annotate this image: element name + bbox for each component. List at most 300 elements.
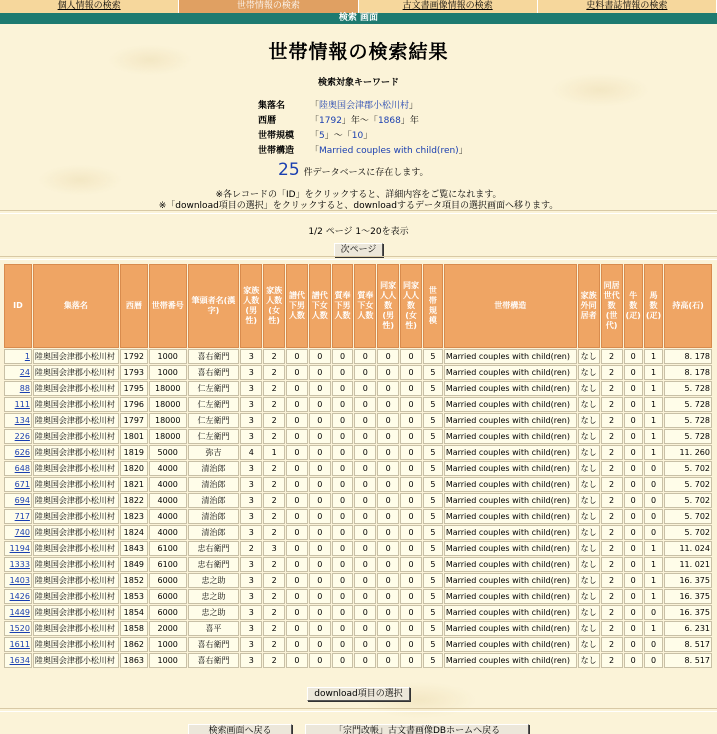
- search-screen-bar: 検索 画面: [0, 13, 717, 24]
- table-cell: 2: [263, 461, 285, 476]
- table-cell: 仁左衛門: [188, 397, 240, 412]
- nav-tab-2[interactable]: 古文書画像情報の検索: [359, 0, 538, 13]
- table-cell: Married couples with child(ren): [444, 509, 577, 524]
- table-cell: 1820: [120, 461, 148, 476]
- table-cell: 2: [263, 397, 285, 412]
- cell-id: [4, 413, 32, 428]
- table-cell: 0: [332, 605, 354, 620]
- table-cell: 5000: [149, 445, 187, 460]
- cell-id: [4, 477, 32, 492]
- table-cell: 5: [423, 413, 443, 428]
- table-cell: 0: [354, 621, 376, 636]
- column-header: 世帯構造: [444, 264, 577, 348]
- table-cell: 忠右衛門: [188, 557, 240, 572]
- column-header: 集落名: [33, 264, 119, 348]
- nav-tab-1[interactable]: 世帯情報の検索: [179, 0, 358, 13]
- table-cell: Married couples with child(ren): [444, 445, 577, 460]
- table-cell: 0: [332, 493, 354, 508]
- table-cell: 0: [286, 477, 308, 492]
- table-cell: 喜右衛門: [188, 365, 240, 380]
- table-cell: 0: [644, 493, 663, 508]
- table-cell: 陸奥国会津郡小松川村: [33, 557, 119, 572]
- table-cell: 5: [423, 605, 443, 620]
- keyword-value2: 1868: [377, 116, 401, 126]
- table-cell: 2: [601, 381, 623, 396]
- back-to-search-button[interactable]: 検索画面へ戻る: [188, 724, 292, 734]
- table-cell: 陸奥国会津郡小松川村: [33, 525, 119, 540]
- table-cell: 0: [286, 397, 308, 412]
- table-cell: 5: [423, 653, 443, 668]
- table-cell: 2: [601, 461, 623, 476]
- table-cell: 0: [286, 653, 308, 668]
- table-row: [4, 413, 712, 428]
- table-cell: 0: [377, 589, 399, 604]
- record-id-link[interactable]: 626: [14, 448, 30, 457]
- record-id-link[interactable]: 134: [14, 416, 30, 425]
- table-cell: 0: [624, 509, 643, 524]
- table-cell: 1852: [120, 573, 148, 588]
- table-cell: 0: [332, 365, 354, 380]
- keyword-open: 「: [310, 101, 320, 111]
- result-count: [278, 160, 717, 182]
- keyword-row: [258, 114, 717, 129]
- table-cell: 5: [423, 397, 443, 412]
- table-cell: 1: [644, 381, 663, 396]
- cell-id: [4, 621, 32, 636]
- table-cell: 0: [332, 573, 354, 588]
- table-cell: Married couples with child(ren): [444, 365, 577, 380]
- table-cell: 3: [240, 653, 262, 668]
- table-cell: 0: [286, 445, 308, 460]
- table-cell: Married couples with child(ren): [444, 493, 577, 508]
- keyword-row: [258, 99, 717, 114]
- cell-id: [4, 365, 32, 380]
- table-cell: 0: [400, 349, 422, 364]
- table-cell: 2: [263, 589, 285, 604]
- table-cell: Married couples with child(ren): [444, 589, 577, 604]
- table-cell: 0: [624, 653, 643, 668]
- table-cell: 清治郎: [188, 509, 240, 524]
- table-cell: 仁左衛門: [188, 413, 240, 428]
- table-cell: 0: [309, 637, 331, 652]
- table-cell: 0: [332, 477, 354, 492]
- record-id-link[interactable]: 1: [24, 352, 30, 361]
- table-cell: 5: [423, 509, 443, 524]
- table-cell: 0: [624, 461, 643, 476]
- table-cell: 0: [377, 653, 399, 668]
- record-id-link[interactable]: 694: [14, 496, 30, 505]
- table-cell: 0: [332, 349, 354, 364]
- table-cell: 清治郎: [188, 493, 240, 508]
- table-cell: 0: [377, 429, 399, 444]
- table-cell: なし: [578, 605, 600, 620]
- table-cell: 0: [354, 461, 376, 476]
- table-cell: 16. 375: [664, 589, 712, 604]
- table-cell: 5: [423, 461, 443, 476]
- column-header: 持高(石): [664, 264, 712, 348]
- table-cell: 0: [354, 637, 376, 652]
- table-cell: 2: [263, 429, 285, 444]
- table-cell: なし: [578, 493, 600, 508]
- table-cell: 8. 178: [664, 365, 712, 380]
- table-cell: 0: [332, 621, 354, 636]
- table-cell: 3: [240, 429, 262, 444]
- table-cell: 0: [377, 573, 399, 588]
- table-cell: 5. 702: [664, 525, 712, 540]
- cell-id: [4, 541, 32, 556]
- table-cell: 0: [624, 413, 643, 428]
- table-row: [4, 541, 712, 556]
- table-cell: 1: [644, 621, 663, 636]
- table-cell: 8. 517: [664, 637, 712, 652]
- table-cell: 18000: [149, 413, 187, 428]
- record-id-link[interactable]: 88: [19, 384, 30, 393]
- keyword-title: 検索対象キーワード: [317, 78, 399, 88]
- table-cell: Married couples with child(ren): [444, 653, 577, 668]
- table-cell: Married couples with child(ren): [444, 557, 577, 572]
- record-id-link[interactable]: 648: [14, 464, 30, 473]
- table-cell: 2: [601, 397, 623, 412]
- keyword-value2: 10: [351, 131, 364, 141]
- table-cell: 0: [354, 605, 376, 620]
- table-cell: 0: [377, 621, 399, 636]
- table-row: [4, 429, 712, 444]
- table-cell: Married couples with child(ren): [444, 525, 577, 540]
- notes: [0, 190, 717, 212]
- keyword-label: 世帯構造: [258, 146, 295, 156]
- table-row: [4, 445, 712, 460]
- table-cell: 0: [354, 381, 376, 396]
- table-cell: Married couples with child(ren): [444, 349, 577, 364]
- table-cell: なし: [578, 365, 600, 380]
- table-cell: 陸奥国会津郡小松川村: [33, 653, 119, 668]
- column-header: 同居世代数(世代): [601, 264, 623, 348]
- table-cell: なし: [578, 445, 600, 460]
- record-id-link[interactable]: 1333: [9, 560, 30, 569]
- table-cell: 1792: [120, 349, 148, 364]
- table-cell: 11. 024: [664, 541, 712, 556]
- table-cell: 忠右衛門: [188, 541, 240, 556]
- table-cell: 0: [332, 381, 354, 396]
- table-cell: 0: [400, 493, 422, 508]
- table-cell: 5: [423, 349, 443, 364]
- keyword-value: 1792: [319, 116, 342, 126]
- table-cell: 2: [601, 589, 623, 604]
- table-cell: 陸奥国会津郡小松川村: [33, 397, 119, 412]
- keyword-row: [258, 129, 717, 144]
- table-cell: 3: [240, 589, 262, 604]
- table-cell: 0: [286, 493, 308, 508]
- table-cell: Married couples with child(ren): [444, 621, 577, 636]
- table-cell: 0: [354, 557, 376, 572]
- record-id-link[interactable]: 24: [19, 368, 30, 377]
- cell-id: [4, 605, 32, 620]
- table-cell: 忠之助: [188, 589, 240, 604]
- table-cell: 0: [354, 525, 376, 540]
- keyword-value: Married couples with child(ren): [319, 146, 459, 156]
- table-row: [4, 573, 712, 588]
- table-cell: 0: [354, 509, 376, 524]
- table-cell: なし: [578, 525, 600, 540]
- table-cell: 0: [286, 589, 308, 604]
- table-cell: 0: [644, 653, 663, 668]
- note-download: ※「download項目の選択」をクリックすると、downloadするデータ項目の選択画面へ移ります。: [158, 201, 559, 211]
- table-cell: 陸奥国会津郡小松川村: [33, 349, 119, 364]
- table-cell: 0: [332, 653, 354, 668]
- table-cell: 0: [400, 637, 422, 652]
- cell-id: [4, 653, 32, 668]
- table-row: [4, 557, 712, 572]
- table-cell: 2: [263, 509, 285, 524]
- table-cell: 5: [423, 477, 443, 492]
- table-cell: 1: [644, 557, 663, 572]
- table-cell: 3: [240, 397, 262, 412]
- table-cell: 0: [624, 621, 643, 636]
- table-cell: なし: [578, 653, 600, 668]
- table-cell: 忠之助: [188, 573, 240, 588]
- table-cell: 0: [377, 605, 399, 620]
- table-cell: 3: [240, 365, 262, 380]
- record-id-link[interactable]: 1449: [9, 608, 30, 617]
- table-cell: 0: [624, 541, 643, 556]
- table-cell: 2: [263, 637, 285, 652]
- table-cell: 0: [354, 349, 376, 364]
- table-cell: 0: [354, 493, 376, 508]
- table-cell: 2: [263, 381, 285, 396]
- table-cell: 1796: [120, 397, 148, 412]
- table-cell: 1: [644, 429, 663, 444]
- table-cell: 0: [400, 461, 422, 476]
- table-cell: 0: [624, 397, 643, 412]
- table-cell: Married couples with child(ren): [444, 605, 577, 620]
- table-cell: 1862: [120, 637, 148, 652]
- table-cell: 1: [644, 573, 663, 588]
- table-cell: 1819: [120, 445, 148, 460]
- keyword-close: 」: [363, 131, 373, 141]
- column-header: 同家人人数(男性): [377, 264, 399, 348]
- table-cell: 陸奥国会津郡小松川村: [33, 573, 119, 588]
- table-cell: 0: [354, 573, 376, 588]
- table-cell: 2: [601, 445, 623, 460]
- table-cell: 0: [644, 477, 663, 492]
- keyword-open: 「: [310, 131, 320, 141]
- table-cell: Married couples with child(ren): [444, 477, 577, 492]
- table-cell: 0: [309, 557, 331, 572]
- table-cell: 0: [354, 429, 376, 444]
- table-cell: なし: [578, 397, 600, 412]
- table-cell: 2: [263, 365, 285, 380]
- table-cell: なし: [578, 381, 600, 396]
- table-cell: 0: [354, 653, 376, 668]
- record-id-link[interactable]: 226: [14, 432, 30, 441]
- table-cell: 3: [240, 381, 262, 396]
- next-page-button[interactable]: 次ページ: [334, 243, 384, 257]
- table-cell: 0: [309, 653, 331, 668]
- cell-id: [4, 461, 32, 476]
- table-cell: 5. 728: [664, 413, 712, 428]
- table-cell: なし: [578, 573, 600, 588]
- table-cell: 0: [400, 413, 422, 428]
- table-row: [4, 365, 712, 380]
- record-id-link[interactable]: 717: [14, 512, 30, 521]
- table-cell: 6000: [149, 605, 187, 620]
- table-cell: 2: [263, 525, 285, 540]
- table-cell: 5: [423, 637, 443, 652]
- table-cell: Married couples with child(ren): [444, 381, 577, 396]
- table-cell: 1824: [120, 525, 148, 540]
- record-id-link[interactable]: 1611: [9, 640, 30, 649]
- table-cell: 0: [644, 605, 663, 620]
- table-cell: 0: [377, 365, 399, 380]
- table-cell: 0: [309, 461, 331, 476]
- table-cell: 0: [624, 525, 643, 540]
- table-cell: 5. 728: [664, 381, 712, 396]
- table-cell: 0: [286, 461, 308, 476]
- table-cell: 11. 021: [664, 557, 712, 572]
- table-cell: 16. 375: [664, 573, 712, 588]
- table-cell: 5. 702: [664, 461, 712, 476]
- table-cell: 0: [624, 349, 643, 364]
- column-header: 質奉下男人数: [332, 264, 354, 348]
- table-cell: 0: [377, 477, 399, 492]
- keyword-value: [310, 129, 372, 144]
- table-cell: 0: [377, 381, 399, 396]
- table-cell: 0: [400, 477, 422, 492]
- cell-id: [4, 557, 32, 572]
- table-cell: 喜右衛門: [188, 349, 240, 364]
- table-cell: 0: [286, 381, 308, 396]
- table-cell: 3: [240, 477, 262, 492]
- table-cell: 0: [309, 509, 331, 524]
- cell-id: [4, 445, 32, 460]
- table-cell: 0: [309, 413, 331, 428]
- table-cell: 0: [309, 477, 331, 492]
- table-cell: 0: [309, 365, 331, 380]
- column-header: 西暦: [120, 264, 148, 348]
- table-cell: 0: [332, 413, 354, 428]
- table-cell: 2: [263, 557, 285, 572]
- table-cell: 2: [601, 653, 623, 668]
- table-cell: 0: [309, 493, 331, 508]
- nav-tab-0[interactable]: 個人情報の検索: [0, 0, 179, 13]
- table-cell: 3: [263, 541, 285, 556]
- table-cell: 6100: [149, 541, 187, 556]
- table-cell: 0: [354, 541, 376, 556]
- table-cell: 1858: [120, 621, 148, 636]
- table-cell: 0: [644, 461, 663, 476]
- record-id-link[interactable]: 111: [14, 400, 30, 409]
- table-cell: 0: [377, 445, 399, 460]
- cell-id: [4, 381, 32, 396]
- table-cell: 1000: [149, 365, 187, 380]
- table-cell: 1000: [149, 653, 187, 668]
- record-id-link[interactable]: 1634: [9, 656, 30, 665]
- table-row: [4, 461, 712, 476]
- cell-id: [4, 397, 32, 412]
- table-cell: 2: [601, 413, 623, 428]
- keyword-close: 」: [409, 101, 419, 111]
- table-cell: 2: [601, 493, 623, 508]
- table-cell: 陸奥国会津郡小松川村: [33, 509, 119, 524]
- table-cell: 1: [644, 413, 663, 428]
- table-cell: 1821: [120, 477, 148, 492]
- record-id-link[interactable]: 1520: [9, 624, 30, 633]
- download-select-button[interactable]: download項目の選択: [307, 687, 410, 701]
- table-row: [4, 637, 712, 652]
- table-cell: 0: [354, 477, 376, 492]
- table-cell: 2: [601, 557, 623, 572]
- table-cell: 1: [644, 365, 663, 380]
- table-cell: 1863: [120, 653, 148, 668]
- table-cell: 4000: [149, 493, 187, 508]
- page-title: 世帯情報の検索結果: [268, 41, 449, 63]
- table-cell: 4: [240, 445, 262, 460]
- table-cell: 0: [354, 589, 376, 604]
- table-cell: 陸奥国会津郡小松川村: [33, 445, 119, 460]
- table-cell: 1: [644, 541, 663, 556]
- table-cell: 0: [309, 349, 331, 364]
- divider: [0, 256, 717, 260]
- table-cell: 0: [377, 637, 399, 652]
- table-cell: 陸奥国会津郡小松川村: [33, 381, 119, 396]
- table-cell: 2: [263, 349, 285, 364]
- table-cell: 0: [286, 413, 308, 428]
- table-cell: 8. 517: [664, 653, 712, 668]
- table-cell: 2: [601, 429, 623, 444]
- record-id-link[interactable]: 1194: [9, 544, 30, 553]
- table-cell: 1801: [120, 429, 148, 444]
- cell-id: [4, 429, 32, 444]
- table-cell: 0: [309, 429, 331, 444]
- table-cell: 0: [400, 541, 422, 556]
- table-cell: 2: [263, 573, 285, 588]
- table-cell: 0: [286, 605, 308, 620]
- record-id-link[interactable]: 671: [14, 480, 30, 489]
- keyword-value: 5: [319, 131, 325, 141]
- nav-tab-3[interactable]: 史料書誌情報の検索: [538, 0, 717, 13]
- record-id-link[interactable]: 1403: [9, 576, 30, 585]
- table-cell: 6. 231: [664, 621, 712, 636]
- keyword-mid: 」年〜「: [341, 116, 378, 126]
- table-cell: 1795: [120, 381, 148, 396]
- table-cell: 0: [332, 445, 354, 460]
- table-cell: 0: [400, 573, 422, 588]
- table-cell: 0: [377, 461, 399, 476]
- table-cell: 3: [240, 461, 262, 476]
- table-cell: 8. 178: [664, 349, 712, 364]
- table-cell: 5. 702: [664, 493, 712, 508]
- record-id-link[interactable]: 740: [14, 528, 30, 537]
- table-cell: 5: [423, 493, 443, 508]
- table-cell: 0: [400, 429, 422, 444]
- table-cell: 0: [624, 605, 643, 620]
- record-id-link[interactable]: 1426: [9, 592, 30, 601]
- cell-id: [4, 509, 32, 524]
- table-cell: 6000: [149, 589, 187, 604]
- table-cell: Married couples with child(ren): [444, 397, 577, 412]
- table-cell: 5: [423, 381, 443, 396]
- back-to-home-button[interactable]: 「宗門改帳」古文書画像DBホームへ戻る: [305, 724, 529, 734]
- table-cell: 2: [601, 573, 623, 588]
- table-cell: 0: [309, 573, 331, 588]
- table-cell: 1849: [120, 557, 148, 572]
- table-cell: 0: [624, 589, 643, 604]
- table-cell: 2: [601, 525, 623, 540]
- table-cell: 陸奥国会津郡小松川村: [33, 477, 119, 492]
- table-cell: 0: [377, 413, 399, 428]
- table-cell: 弥吉: [188, 445, 240, 460]
- table-cell: なし: [578, 541, 600, 556]
